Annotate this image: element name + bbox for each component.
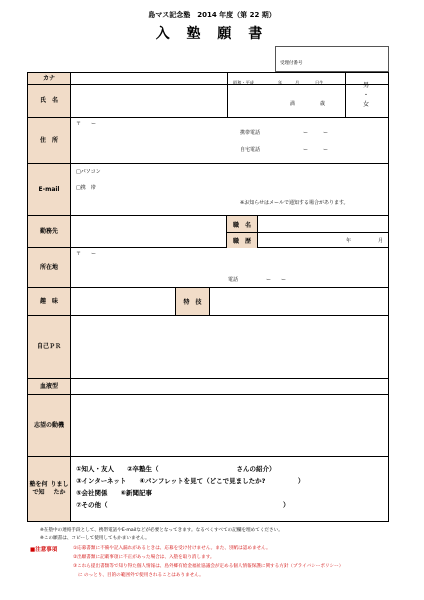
self-pr-row[interactable] xyxy=(28,316,388,379)
work-label: 勤務先 xyxy=(28,216,71,247)
footer-note-contact: ※在塾中の連絡手段として、携帯電話やE-mailなどが必要となってきます。なるべくすべての記欄を埋めてください。 xyxy=(40,528,283,533)
gender-separator: ・ xyxy=(363,92,370,99)
career-month: 月 xyxy=(378,238,384,244)
blood-type-label: 血液型 xyxy=(28,379,71,394)
birth-month: 月 xyxy=(295,80,300,85)
self-pr-label: 自己ＰＲ xyxy=(28,316,71,378)
hobby-row[interactable] xyxy=(28,288,388,316)
source-label-line2: りましたか xyxy=(50,481,69,496)
location-postal: 〒 ー xyxy=(76,251,97,257)
gender-female[interactable]: 女 xyxy=(363,101,370,108)
address-row[interactable] xyxy=(28,118,388,164)
motive-row[interactable] xyxy=(28,395,388,457)
work-phone-dash: ー ー xyxy=(266,277,287,283)
email-note: ※お知らせはメールで通知する場合があります。 xyxy=(240,200,349,206)
location-row[interactable] xyxy=(28,248,388,288)
birth-era: 昭和・平成 xyxy=(233,80,254,85)
receipt-number-box[interactable] xyxy=(275,46,389,72)
home-phone-dash: ー ー xyxy=(303,147,329,153)
career-year: 年 xyxy=(346,238,352,244)
mobile-phone-label: 携帯電話 xyxy=(240,130,261,136)
age-prefix: 満 xyxy=(290,101,296,107)
source-option-other[interactable]: ⑦その他（ ） xyxy=(76,501,290,509)
email-row[interactable] xyxy=(28,164,388,216)
location-label: 所在地 xyxy=(28,248,71,287)
email-label: E-mail xyxy=(28,164,71,215)
email-pc-checkbox[interactable]: □パソコン xyxy=(76,169,101,175)
name-label: 氏 名 xyxy=(28,85,71,117)
caution-item-2: ②出願書類に記載事項に不正があった場合は、入塾を取り消します。 xyxy=(73,555,215,560)
source-label-line1: 塾を何で知 xyxy=(29,481,48,496)
footer-note-copy: ※この願書は、コピーして使用してもかまいません。 xyxy=(40,536,150,541)
birth-year: 年 xyxy=(278,80,283,85)
email-mobile-checkbox[interactable]: □携 帯 xyxy=(76,185,96,191)
address-postal: 〒 ー xyxy=(76,121,97,127)
motive-label: 志望の動機 xyxy=(28,395,71,456)
address-label: 住 所 xyxy=(28,118,71,163)
source-option-company[interactable]: ⑤会社関係 ⑥新聞記事 xyxy=(76,489,153,497)
gender-male[interactable]: 男 xyxy=(363,82,370,89)
application-form xyxy=(27,72,389,522)
source-option-friend[interactable]: ①知人・友人 ②卒塾生（ さんの紹介） xyxy=(76,465,276,473)
caution-item-1: ①応募書類に不備や記入漏れがあるときは、応募を受け付けません。また、別紙は認めません。 xyxy=(73,546,271,551)
home-phone-label: 自宅電話 xyxy=(240,147,261,153)
career-label: 職 歴 xyxy=(226,232,258,248)
header-subtitle: 島マス記念塾 2014 年度（第 22 期） xyxy=(148,11,276,19)
birth-day: 日生 xyxy=(315,80,324,85)
caution-title: ■注意事項 xyxy=(30,547,58,553)
name-row[interactable] xyxy=(28,80,388,118)
job-title-label: 職 名 xyxy=(226,216,258,232)
source-label xyxy=(28,457,71,521)
caution-item-4: に のっとり、目的の範囲外で使用されることはありません。 xyxy=(78,573,204,578)
receipt-number-label: 受理付番号 xyxy=(280,61,303,66)
age-unit: 歳 xyxy=(320,101,326,107)
source-row xyxy=(28,457,388,521)
work-phone-label: 電話 xyxy=(228,277,239,283)
mobile-phone-dash: ー ー xyxy=(303,130,329,136)
work-row[interactable] xyxy=(28,216,388,248)
hobby-label: 趣 味 xyxy=(28,288,71,315)
kana-row[interactable] xyxy=(28,73,388,85)
source-option-internet[interactable]: ③インターネット ④パンフレットを見て（どこで見ましたか? ） xyxy=(76,477,305,485)
skill-label: 特 技 xyxy=(175,288,210,315)
page-title: 入 塾 願 書 xyxy=(155,26,269,42)
blood-type-row[interactable] xyxy=(28,379,388,395)
kana-label: カナ xyxy=(28,73,71,84)
caution-item-3: ③これら提出書類等で知り得た個人情報は、島外郷有給金福祉協議会が定める個人情報保護に関する方針（プライバシーポリシー） xyxy=(73,564,344,569)
